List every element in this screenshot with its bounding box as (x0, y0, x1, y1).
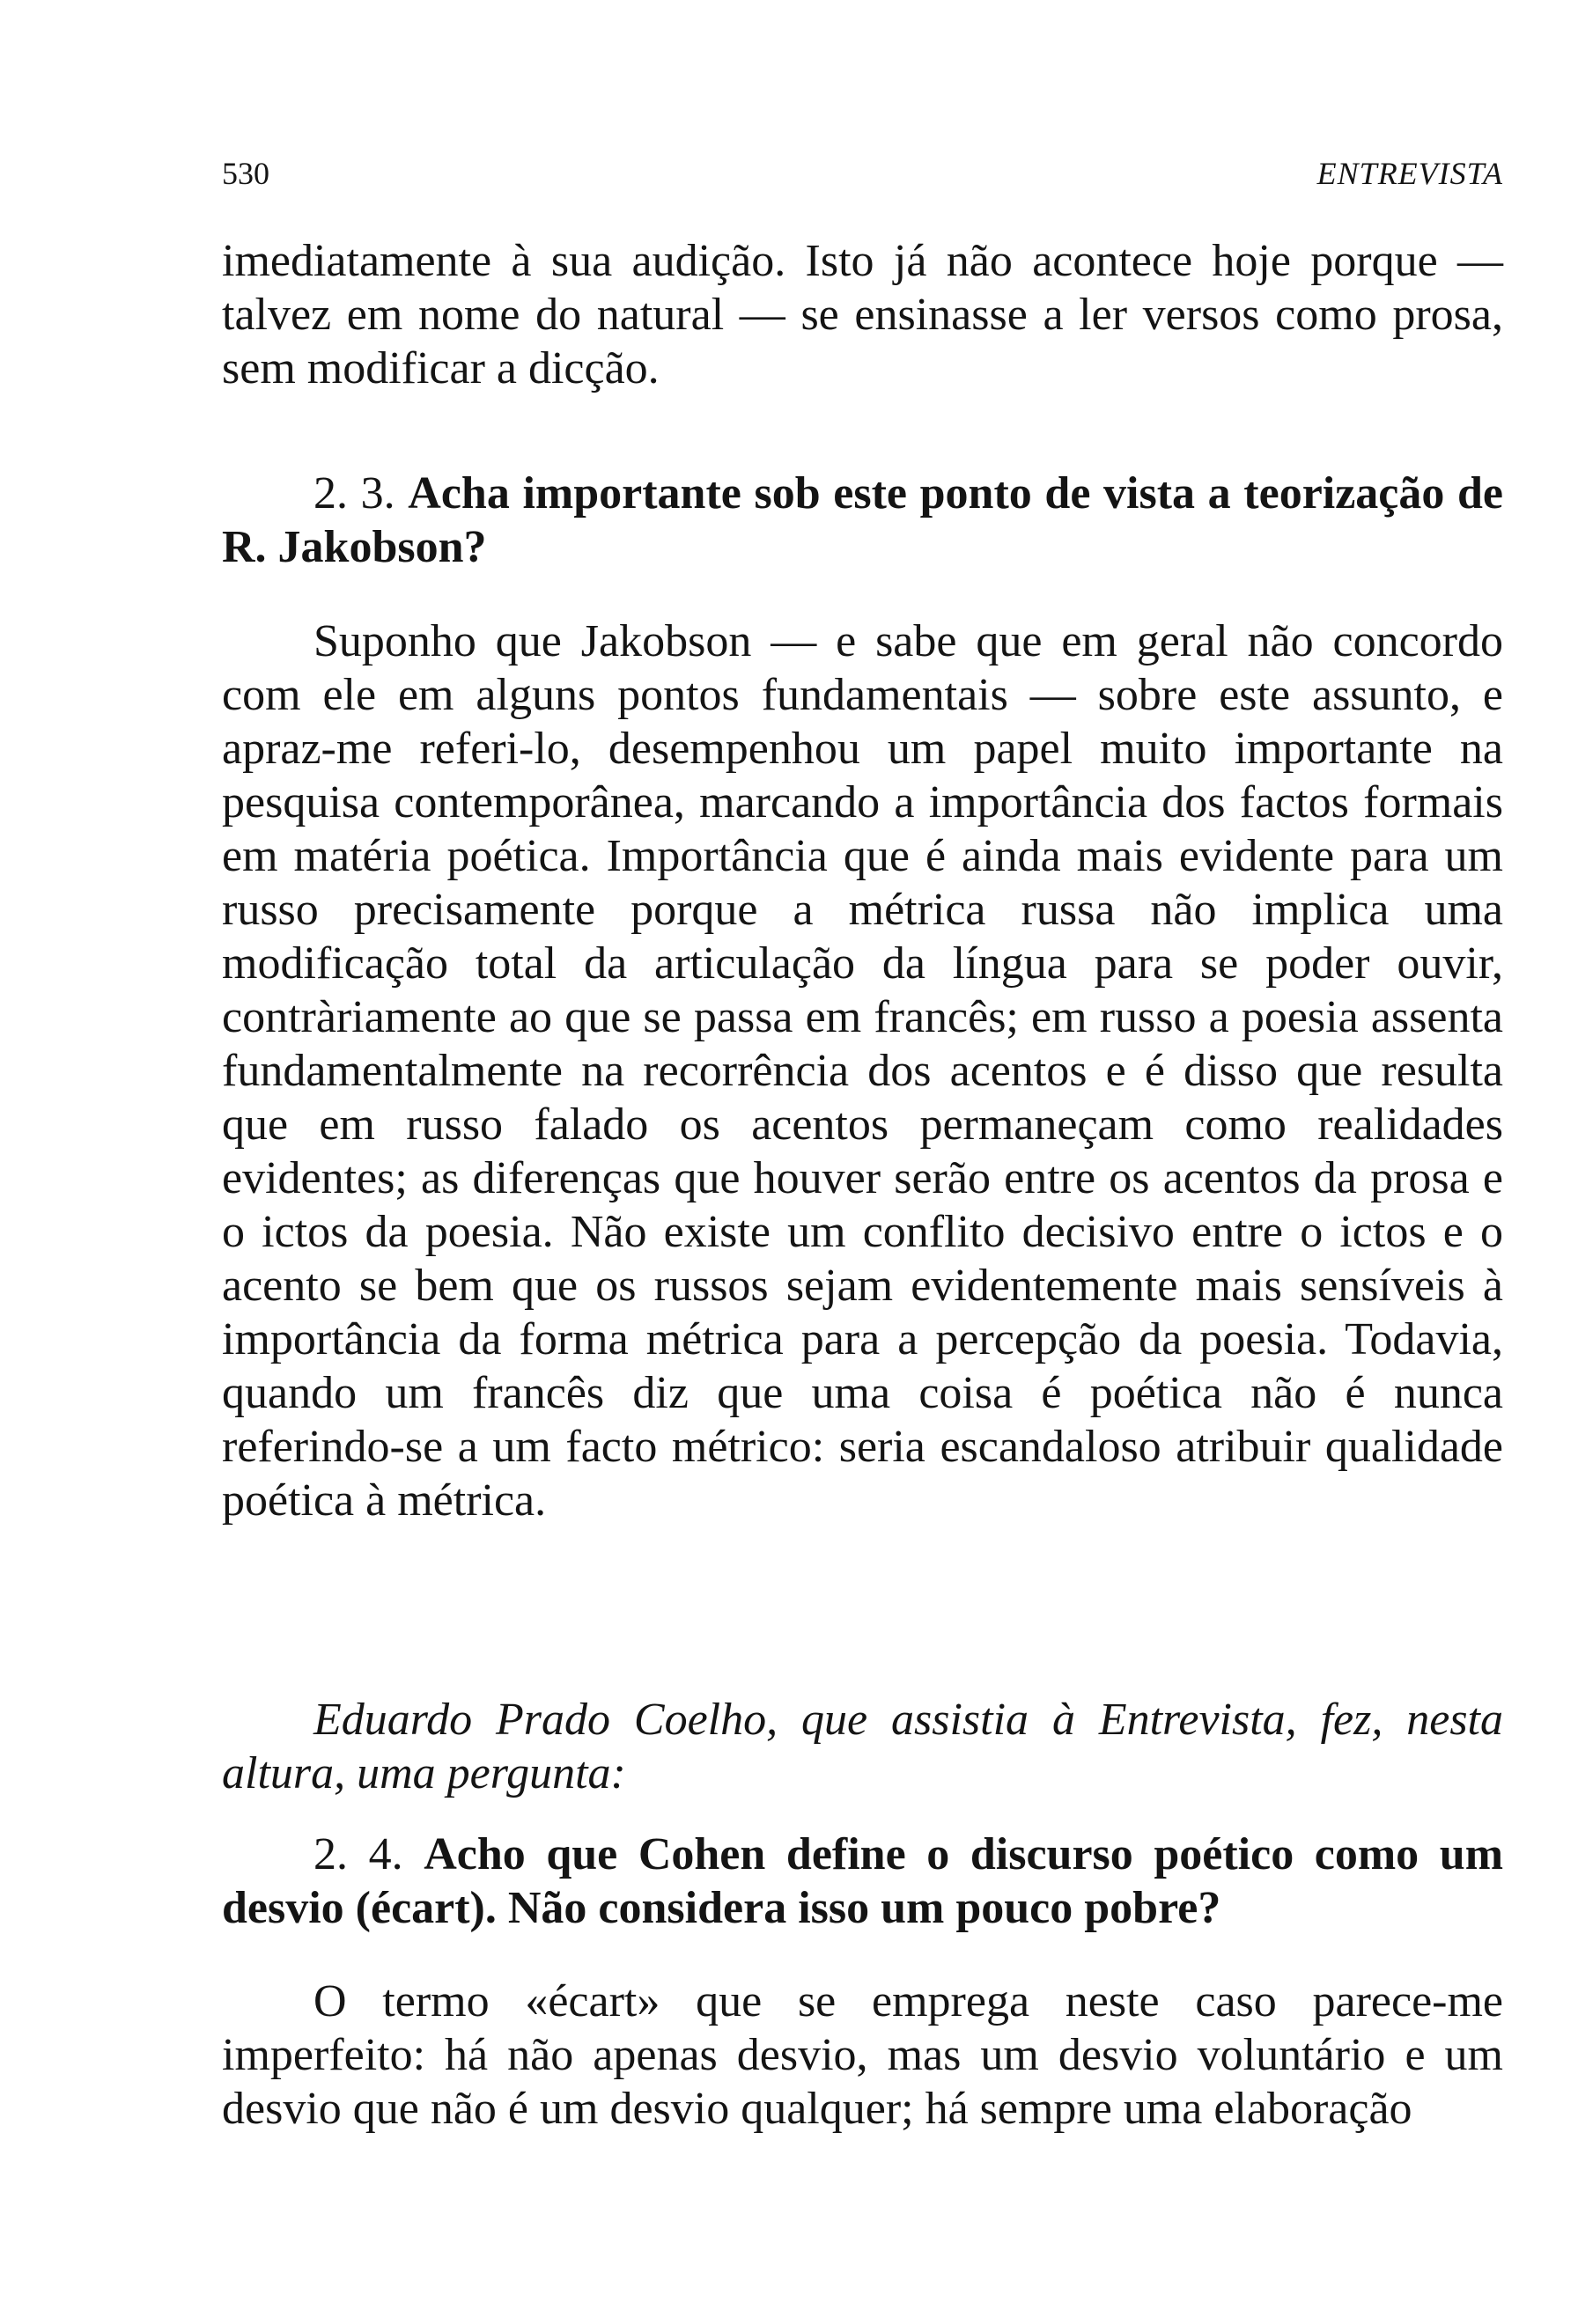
running-head-title: ENTREVISTA (1316, 156, 1503, 191)
paragraph-continuation: imediatamente à sua audição. Isto já não acontece hoje porque — talvez em nome do natural — se ensinasse a ler versos como prosa, sem modificar a dicção. (222, 236, 1503, 393)
running-head (222, 155, 1503, 197)
question-number: 2. 4. (313, 1829, 403, 1879)
question-text: Acha importante sob este ponto de vista a teorização de R. Jakobson? (222, 468, 1504, 572)
question-number: 2. 3. (313, 468, 395, 518)
answer-2-3: Suponho que Jakobson — e sabe que em geral não concordo com ele em alguns pontos fundamentais — sobre este assunto, e apraz-me referi-lo, desempenhou um papel muito importante na pesquisa contemporânea, marcando a importância dos factos formais em matéria poética. Importância que é ainda mais evidente para um russo precisamente porque a métrica russa não implica uma modificação total da articulação da língua para se poder ouvir, contràriamente ao que se passa em francês; em russo a poesia assenta fundamentalmente na recorrência dos acentos e é disso que resulta que em russo falado os acentos permaneçam como realidades evidentes; as diferenças que houver serão entre os acentos da prosa e o ictos da poesia. Não existe um conflito decisivo entre o ictos e o acento se bem que os russos sejam evidentemente mais sensíveis à importância da forma métrica para a percepção da poesia. Todavia, quando um francês diz que uma coisa é poética não é nunca referindo-se a um facto métrico: seria escandaloso atribuir qualidade poética à métrica. (222, 616, 1503, 1526)
interlocutor-note: Eduardo Prado Coelho, que assistia à Entrevista, fez, nesta altura, uma pergunta: (222, 1695, 1503, 1798)
question-text: Acho que Cohen define o discurso poético como um desvio (écart). Não considera isso um pouco pobre? (222, 1829, 1504, 1933)
document-page (222, 0, 1503, 2324)
question-2-3 (222, 467, 1503, 574)
answer-2-4: O termo «écart» que se emprega neste caso parece-me imperfeito: há não apenas desvio, mas um desvio voluntário e um desvio que não é um desvio qualquer; há sempre uma elaboração (222, 1976, 1503, 2134)
page-number: 530 (222, 156, 269, 191)
question-2-4 (222, 1828, 1503, 1935)
